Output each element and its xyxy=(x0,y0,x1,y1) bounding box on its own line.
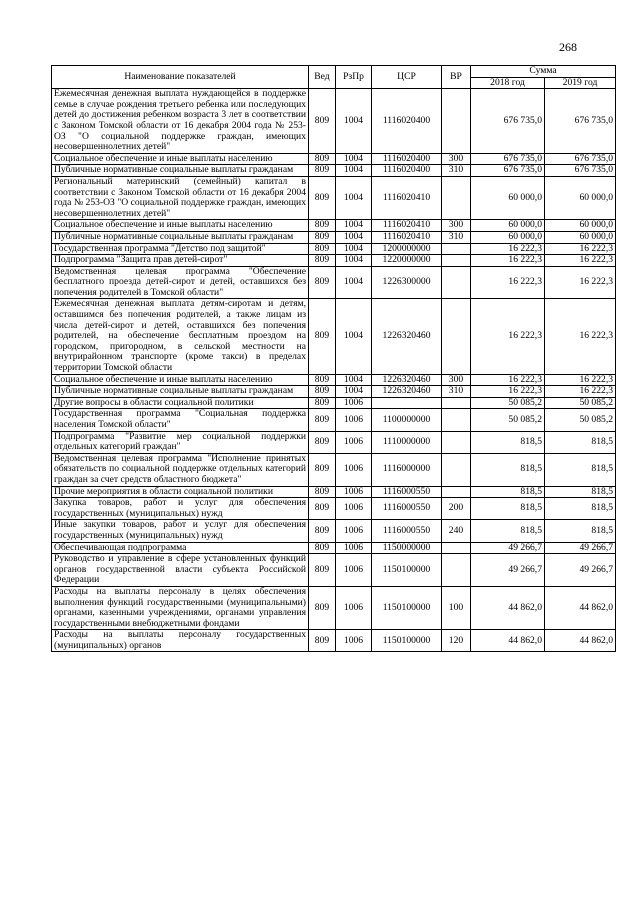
cell-vr xyxy=(442,299,471,374)
cell-vr: 300 xyxy=(442,220,471,232)
cell-2019: 44 862,0 xyxy=(545,586,616,629)
header-vr: ВР xyxy=(442,66,471,89)
cell-csr: 1200000000 xyxy=(372,243,442,255)
cell-2018: 44 862,0 xyxy=(471,586,545,629)
budget-table xyxy=(51,65,616,652)
cell-2018: 49 266,7 xyxy=(471,554,545,587)
cell-2018: 16 222,3 xyxy=(471,374,545,386)
table-row xyxy=(52,153,616,165)
cell-rzpr: 1006 xyxy=(336,498,372,520)
cell-ved: 809 xyxy=(309,586,336,629)
cell-2019: 16 222,3 xyxy=(545,255,616,267)
cell-csr: 1150100000 xyxy=(372,630,442,652)
cell-2018: 49 266,7 xyxy=(471,542,545,554)
cell-vr xyxy=(442,243,471,255)
table-row xyxy=(52,409,616,431)
cell-2018: 50 085,2 xyxy=(471,409,545,431)
header-ved: Вед xyxy=(309,66,336,89)
header-year-2018: 2018 год xyxy=(471,77,545,89)
cell-2018: 60 000,0 xyxy=(471,220,545,232)
cell-rzpr: 1004 xyxy=(336,153,372,165)
cell-csr: 1150100000 xyxy=(372,586,442,629)
cell-rzpr: 1006 xyxy=(336,486,372,498)
cell-name: Государственная программа "Детство под защитой" xyxy=(52,243,309,255)
cell-csr: 1116000550 xyxy=(372,520,442,542)
cell-2018: 44 862,0 xyxy=(471,630,545,652)
cell-rzpr: 1006 xyxy=(336,409,372,431)
table-body xyxy=(52,89,616,652)
cell-rzpr: 1004 xyxy=(336,231,372,243)
header-sum: Сумма xyxy=(471,66,616,78)
cell-2019: 60 000,0 xyxy=(545,220,616,232)
cell-ved: 809 xyxy=(309,231,336,243)
cell-ved: 809 xyxy=(309,453,336,486)
cell-ved: 809 xyxy=(309,520,336,542)
cell-2018: 16 222,3 xyxy=(471,386,545,398)
table-row xyxy=(52,165,616,177)
cell-2018: 818,5 xyxy=(471,453,545,486)
table-row xyxy=(52,554,616,587)
cell-name: Расходы на выплаты персоналу в целях обеспечения выполнения функций государственными (муниципальными) органами, казенными учреждениями, органами управления государственными внебюджетными фондами xyxy=(52,586,309,629)
cell-csr: 1116020400 xyxy=(372,153,442,165)
cell-name: Ежемесячная денежная выплата детям-сиротам и детям, оставшимся без попечения родителей, а также лицам из числа детей-сирот и детей, оставшихся без попечения родителей, на обеспечение бесплатным проездом на городском, пригородном, в сельской местности на внутрирайонном транспорте (кроме такси) в пределах территории Томской области xyxy=(52,299,309,374)
cell-csr: 1116020410 xyxy=(372,176,442,219)
cell-csr: 1226320460 xyxy=(372,374,442,386)
cell-2018: 818,5 xyxy=(471,486,545,498)
cell-2019: 16 222,3 xyxy=(545,299,616,374)
cell-2019: 676 735,0 xyxy=(545,165,616,177)
cell-name: Другие вопросы в области социальной политики xyxy=(52,397,309,409)
cell-vr xyxy=(442,266,471,299)
cell-ved: 809 xyxy=(309,243,336,255)
cell-2019: 676 735,0 xyxy=(545,153,616,165)
cell-ved: 809 xyxy=(309,554,336,587)
cell-2019: 676 735,0 xyxy=(545,89,616,154)
table-row xyxy=(52,299,616,374)
table-row xyxy=(52,255,616,267)
cell-2018: 818,5 xyxy=(471,520,545,542)
cell-2019: 49 266,7 xyxy=(545,542,616,554)
table-row xyxy=(52,498,616,520)
cell-vr: 310 xyxy=(442,165,471,177)
cell-rzpr: 1004 xyxy=(336,89,372,154)
table-row xyxy=(52,231,616,243)
cell-vr xyxy=(442,176,471,219)
table-row xyxy=(52,630,616,652)
cell-csr: 1150100000 xyxy=(372,554,442,587)
cell-2019: 818,5 xyxy=(545,498,616,520)
cell-vr xyxy=(442,486,471,498)
cell-csr: 1110000000 xyxy=(372,431,442,453)
cell-name: Публичные нормативные социальные выплаты гражданам xyxy=(52,386,309,398)
cell-vr: 200 xyxy=(442,498,471,520)
cell-ved: 809 xyxy=(309,165,336,177)
cell-ved: 809 xyxy=(309,542,336,554)
header-year-2019: 2019 год xyxy=(545,77,616,89)
cell-rzpr: 1004 xyxy=(336,266,372,299)
table-row xyxy=(52,453,616,486)
table-row xyxy=(52,220,616,232)
cell-ved: 809 xyxy=(309,220,336,232)
cell-rzpr: 1006 xyxy=(336,630,372,652)
cell-csr: 1116000550 xyxy=(372,486,442,498)
cell-rzpr: 1004 xyxy=(336,243,372,255)
cell-name: Закупка товаров, работ и услуг для обеспечения государственных (муниципальных) нужд xyxy=(52,498,309,520)
cell-ved: 809 xyxy=(309,498,336,520)
cell-name: Ведомственная целевая программа "Исполнение принятых обязательств по социальной поддержке отдельных категорий граждан за счет средств областного бюджета" xyxy=(52,453,309,486)
cell-vr xyxy=(442,89,471,154)
cell-2019: 50 085,2 xyxy=(545,409,616,431)
cell-vr: 120 xyxy=(442,630,471,652)
cell-csr: 1100000000 xyxy=(372,409,442,431)
cell-rzpr: 1006 xyxy=(336,586,372,629)
cell-rzpr: 1004 xyxy=(336,374,372,386)
cell-name: Публичные нормативные социальные выплаты гражданам xyxy=(52,165,309,177)
cell-rzpr: 1006 xyxy=(336,542,372,554)
cell-csr: 1220000000 xyxy=(372,255,442,267)
cell-ved: 809 xyxy=(309,255,336,267)
cell-name: Иные закупки товаров, работ и услуг для обеспечения государственных (муниципальных) нужд xyxy=(52,520,309,542)
cell-name: Государственная программа "Социальная поддержка населения Томской области" xyxy=(52,409,309,431)
cell-2018: 16 222,3 xyxy=(471,299,545,374)
cell-name: Региональный материнский (семейный) капитал в соответствии с Законом Томской области от 16 декабря 2004 года № 253-ОЗ "О социальной поддержке граждан, имеющих несовершеннолетних детей" xyxy=(52,176,309,219)
cell-rzpr: 1004 xyxy=(336,299,372,374)
page-number: 268 xyxy=(559,40,577,54)
cell-2018: 16 222,3 xyxy=(471,243,545,255)
cell-2019: 16 222,3 xyxy=(545,386,616,398)
cell-name: Социальное обеспечение и иные выплаты населению xyxy=(52,153,309,165)
table-row xyxy=(52,397,616,409)
table-row xyxy=(52,520,616,542)
cell-2019: 818,5 xyxy=(545,453,616,486)
cell-name: Социальное обеспечение и иные выплаты населению xyxy=(52,374,309,386)
cell-name: Подпрограмма "Защита прав детей-сирот" xyxy=(52,255,309,267)
cell-2018: 60 000,0 xyxy=(471,176,545,219)
cell-2019: 818,5 xyxy=(545,431,616,453)
cell-ved: 809 xyxy=(309,386,336,398)
cell-vr xyxy=(442,409,471,431)
cell-csr: 1116020410 xyxy=(372,220,442,232)
header-name: Наименование показателей xyxy=(52,66,309,89)
cell-ved: 809 xyxy=(309,431,336,453)
cell-csr: 1150000000 xyxy=(372,542,442,554)
cell-csr: 1116020410 xyxy=(372,231,442,243)
cell-rzpr: 1006 xyxy=(336,397,372,409)
cell-2018: 676 735,0 xyxy=(471,89,545,154)
cell-ved: 809 xyxy=(309,409,336,431)
cell-name: Социальное обеспечение и иные выплаты населению xyxy=(52,220,309,232)
cell-2019: 818,5 xyxy=(545,520,616,542)
cell-2018: 16 222,3 xyxy=(471,266,545,299)
cell-vr xyxy=(442,542,471,554)
table-header xyxy=(52,66,616,89)
cell-name: Публичные нормативные социальные выплаты гражданам xyxy=(52,231,309,243)
cell-name: Подпрограмма "Развитие мер социальной поддержки отдельных категорий граждан" xyxy=(52,431,309,453)
cell-ved: 809 xyxy=(309,630,336,652)
cell-csr: 1116020400 xyxy=(372,89,442,154)
cell-rzpr: 1006 xyxy=(336,453,372,486)
header-csr: ЦСР xyxy=(372,66,442,89)
cell-2019: 818,5 xyxy=(545,486,616,498)
cell-vr: 240 xyxy=(442,520,471,542)
cell-2019: 44 862,0 xyxy=(545,630,616,652)
cell-vr: 300 xyxy=(442,374,471,386)
cell-vr xyxy=(442,554,471,587)
cell-rzpr: 1004 xyxy=(336,255,372,267)
cell-rzpr: 1004 xyxy=(336,176,372,219)
table-row xyxy=(52,243,616,255)
cell-2018: 50 085,2 xyxy=(471,397,545,409)
cell-ved: 809 xyxy=(309,374,336,386)
cell-rzpr: 1004 xyxy=(336,220,372,232)
cell-csr: 1116000550 xyxy=(372,498,442,520)
table-row xyxy=(52,586,616,629)
cell-2019: 16 222,3 xyxy=(545,243,616,255)
table-row xyxy=(52,431,616,453)
cell-vr xyxy=(442,255,471,267)
cell-rzpr: 1006 xyxy=(336,554,372,587)
cell-2019: 60 000,0 xyxy=(545,231,616,243)
cell-2019: 60 000,0 xyxy=(545,176,616,219)
table-row xyxy=(52,374,616,386)
table-row xyxy=(52,542,616,554)
cell-csr: 1116020400 xyxy=(372,165,442,177)
cell-vr: 300 xyxy=(442,153,471,165)
cell-csr: 1226320460 xyxy=(372,299,442,374)
cell-2019: 16 222,3 xyxy=(545,266,616,299)
cell-ved: 809 xyxy=(309,299,336,374)
table-row xyxy=(52,266,616,299)
cell-2019: 16 222,3 xyxy=(545,374,616,386)
cell-csr: 1226300000 xyxy=(372,266,442,299)
cell-vr xyxy=(442,431,471,453)
cell-csr: 1226320460 xyxy=(372,386,442,398)
header-rzpr: РзПр xyxy=(336,66,372,89)
cell-name: Ведомственная целевая программа "Обеспечение бесплатного проезда детей-сирот и детей, оставшихся без попечения родителей в Томской области" xyxy=(52,266,309,299)
table-row xyxy=(52,176,616,219)
table-row xyxy=(52,486,616,498)
cell-rzpr: 1006 xyxy=(336,520,372,542)
cell-2018: 60 000,0 xyxy=(471,231,545,243)
cell-vr xyxy=(442,453,471,486)
cell-2018: 16 222,3 xyxy=(471,255,545,267)
cell-2018: 818,5 xyxy=(471,498,545,520)
cell-rzpr: 1006 xyxy=(336,431,372,453)
cell-csr xyxy=(372,397,442,409)
cell-2018: 676 735,0 xyxy=(471,165,545,177)
cell-name: Прочие мероприятия в области социальной политики xyxy=(52,486,309,498)
table-row xyxy=(52,89,616,154)
table-row xyxy=(52,386,616,398)
cell-name: Ежемесячная денежная выплата нуждающейся в поддержке семье в случае рождения третьего ребенка или последующих детей до достижения ребенком возраста 3 лет в соответствии с Законом Томской области от 16 декабря 2004 года № 253-ОЗ "О социальной поддержке граждан, имеющих несовершеннолетних детей" xyxy=(52,89,309,154)
cell-vr: 310 xyxy=(442,231,471,243)
cell-name: Обеспечивающая подпрограмма xyxy=(52,542,309,554)
cell-csr: 1116000000 xyxy=(372,453,442,486)
cell-2018: 818,5 xyxy=(471,431,545,453)
cell-2018: 676 735,0 xyxy=(471,153,545,165)
cell-ved: 809 xyxy=(309,486,336,498)
cell-vr: 100 xyxy=(442,586,471,629)
cell-name: Расходы на выплаты персоналу государственных (муниципальных) органов xyxy=(52,630,309,652)
cell-ved: 809 xyxy=(309,176,336,219)
cell-ved: 809 xyxy=(309,153,336,165)
cell-vr: 310 xyxy=(442,386,471,398)
cell-ved: 809 xyxy=(309,397,336,409)
cell-rzpr: 1004 xyxy=(336,386,372,398)
cell-rzpr: 1004 xyxy=(336,165,372,177)
cell-2019: 50 085,2 xyxy=(545,397,616,409)
cell-ved: 809 xyxy=(309,89,336,154)
cell-ved: 809 xyxy=(309,266,336,299)
cell-vr xyxy=(442,397,471,409)
cell-2019: 49 266,7 xyxy=(545,554,616,587)
cell-name: Руководство и управление в сфере установленных функций органов государственной власти субъекта Российской Федерации xyxy=(52,554,309,587)
